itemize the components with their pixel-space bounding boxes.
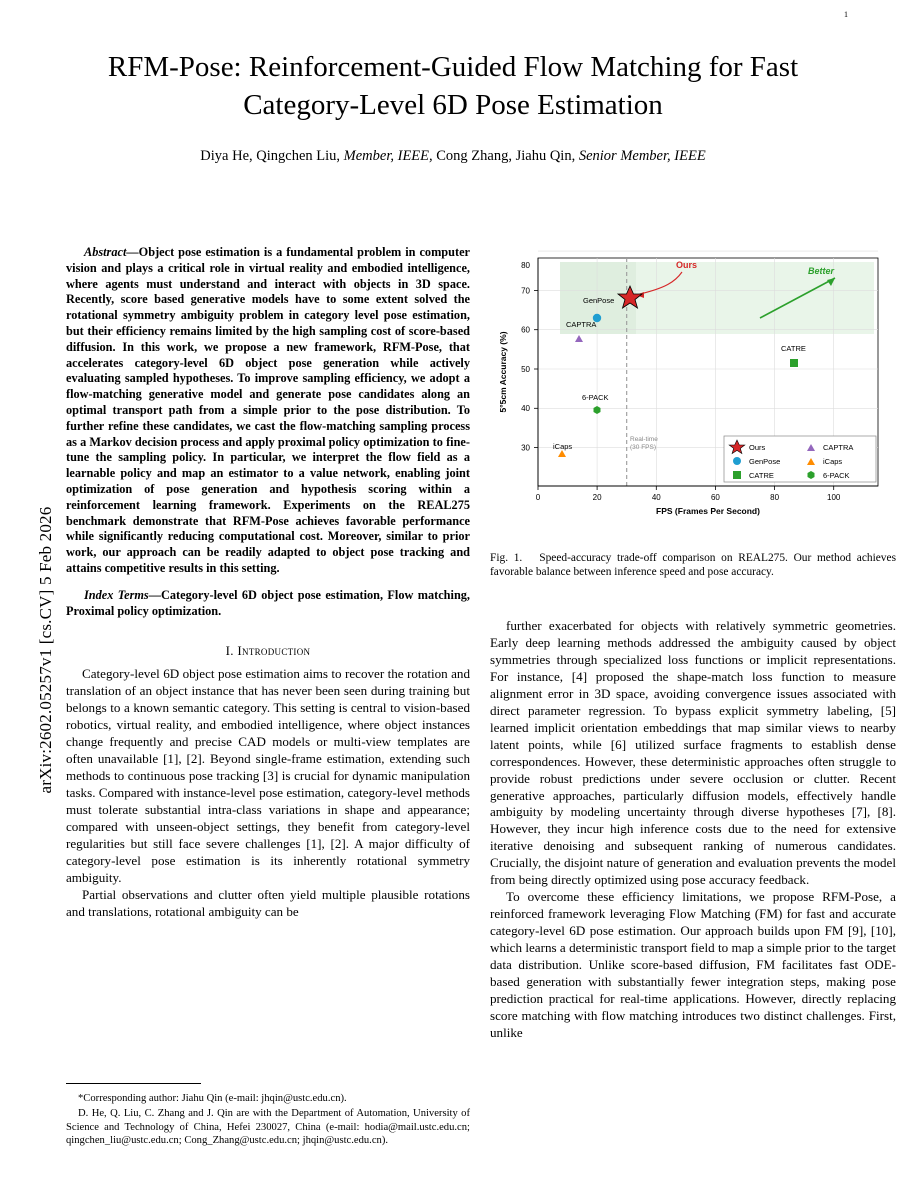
legend-label-catre: CATRE bbox=[749, 471, 774, 480]
legend-label-ours: Ours bbox=[749, 443, 766, 452]
y-tick-70: 70 bbox=[521, 286, 530, 296]
right-column bbox=[490, 618, 896, 1042]
x-tick-0: 0 bbox=[535, 493, 541, 502]
arxiv-stamp: arXiv:2602.05257v1 [cs.CV] 5 Feb 2026 bbox=[36, 506, 55, 794]
figure-1 bbox=[490, 250, 896, 580]
intro-paragraph-1: Category-level 6D object pose estimation aims to recover the rotation and translation of an object instance that has never been seen during training but belongs to a known semantic category. This setting is central to vision-based robotics, virtual reality, and embodied intelligence, where object instances change frequently and precise CAD models or multi-view templates are often unavailable [1], [2]. Beyond single-frame estimation, extending such methods to continuous pose tracking [3] is crucial for dynamic manipulation tasks. Compared with instance-level pose estimation, category-level methods must tolerate substantial intra-class variations in shape and appearance; compared with unseen-object settings, they benefit from category-level regularities but still face severe challenges [1], [2]. A major difficulty of category-level pose estimation is its inherently rotational symmetry ambiguity. bbox=[66, 666, 470, 885]
x-tick-40: 40 bbox=[651, 493, 661, 502]
y-tick-80: 80 bbox=[521, 261, 530, 270]
datapoint-catre bbox=[790, 359, 798, 367]
figure-caption bbox=[490, 551, 896, 580]
index-terms-lead: Index Terms— bbox=[84, 587, 162, 602]
footnote-divider bbox=[66, 1083, 201, 1084]
x-tick-20: 20 bbox=[592, 493, 602, 502]
x-tick-60: 60 bbox=[710, 493, 720, 502]
ours-annotation-label: Ours bbox=[676, 260, 698, 270]
legend-label-icaps: iCaps bbox=[823, 457, 843, 466]
footnotes bbox=[66, 1092, 470, 1150]
datapoint-label-genpose: GenPose bbox=[583, 296, 615, 305]
realtime-label-line2: (30 FPS) bbox=[630, 444, 657, 451]
right-paragraph-2: To overcome these efficiency limitations, we propose RFM-Pose, a reinforced framework leveraging Flow Matching (FM) for fast and accurate category-level 6D pose estimation. Our approach builds upon FM [9], [10], which learns a deterministic transport field to map a simple prior to the target data distribution. Unlike score-based diffusion, FM facilitates fast ODE-based generation with substantially fewer integration steps, making pose prediction practical for real-time applications. However, directly replacing score matching with flow matching introduces two distinct challenges. First, unlike bbox=[490, 889, 896, 1040]
abstract bbox=[66, 245, 470, 577]
footnote-corresponding-author: *Corresponding author: Jiahu Qin (e-mail: jhqin@ustc.edu.cn). bbox=[78, 1093, 347, 1104]
x-tick-100: 100 bbox=[827, 493, 841, 502]
y-tick-60: 60 bbox=[521, 325, 530, 335]
better-annotation-label: Better bbox=[808, 266, 835, 276]
legend-label-genpose: GenPose bbox=[749, 457, 781, 466]
datapoint-label-icaps: iCaps bbox=[553, 442, 573, 451]
realtime-label-line1: Real-time bbox=[630, 436, 658, 443]
datapoint-label-captra: CAPTRA bbox=[566, 320, 597, 329]
abstract-text: Object pose estimation is a fundamental problem in computer vision and plays a critical role in virtual reality and embodied intelligence, where agents must understand and interact with objects in 3D space. Recently, score based generative models have to some extent solved the rotational symmetry ambiguity problem in category level pose estimation, but their efficiency remains limited by the high sampling cost of score-based diffusion. In this work, we propose a new framework, RFM-Pose, that accelerates category-level 6D object pose generation while actively evaluating sampled hypotheses. To improve sampling efficiency, we adopt a flow-matching generative model and generate pose candidates along an optimal transport path from a simple prior to the pose distribution. To further refine these candidates, we cast the flow-matching sampling process as a Markov decision process and apply proximal policy optimization to fine-tune the sampling policy. In particular, we interpret the flow field as a learnable policy and map an estimator to a value network, enabling joint optimization of pose generation and hypothesis scoring within a reinforcement learning framework. Experiments on the REAL275 benchmark demonstrate that RFM-Pose achieves favorable performance while significantly reducing computational cost. Moreover, similar to prior work, our approach can be readily adapted to object pose tracking and attains competitive results in this setting. bbox=[66, 245, 470, 575]
x-tick-80: 80 bbox=[770, 493, 780, 502]
datapoint-label-6pack: 6-PACK bbox=[582, 393, 609, 402]
page-number: 1 bbox=[844, 10, 848, 19]
intro-paragraph-2: Partial observations and clutter often yield multiple plausible rotations and translations, rotational ambiguity can be bbox=[66, 886, 470, 919]
y-tick-30: 30 bbox=[521, 443, 530, 453]
legend-marker-genpose bbox=[733, 457, 741, 465]
x-axis bbox=[536, 486, 878, 516]
datapoint-label-catre: CATRE bbox=[781, 344, 806, 353]
x-axis-label: FPS (Frames Per Second) bbox=[656, 506, 760, 516]
legend-marker-catre bbox=[733, 471, 741, 479]
left-column bbox=[66, 245, 470, 921]
index-terms bbox=[66, 588, 470, 620]
legend-label-6pack: 6-PACK bbox=[823, 471, 850, 480]
page-title: RFM-Pose: Reinforcement-Guided Flow Matching for Fast Category-Level 6D Pose Estimation bbox=[107, 51, 799, 122]
author-list-text: Diya He, Qingchen Liu, Member, IEEE, Cong Zhang, Jiahu Qin, Senior Member, IEEE bbox=[200, 148, 706, 164]
author-list bbox=[60, 148, 846, 165]
index-terms-text: Category-level 6D object pose estimation, Flow matching, Proximal policy optimization. bbox=[66, 587, 470, 618]
figure-caption-label: Fig. 1. bbox=[490, 552, 523, 564]
speed-accuracy-scatter-chart bbox=[490, 250, 896, 540]
y-axis bbox=[498, 258, 538, 486]
legend-label-captra: CAPTRA bbox=[823, 443, 854, 452]
abstract-lead: Abstract— bbox=[84, 245, 139, 259]
chart-legend bbox=[724, 436, 876, 482]
figure-caption-text: Speed-accuracy trade-off comparison on REAL275. Our method achieves favorable balance between inference speed and pose accuracy. bbox=[490, 552, 896, 579]
footnote-affiliation: D. He, Q. Liu, C. Zhang and J. Qin are with the Department of Automation, University of Science and Technology of China, Hefei 230027, China (e-mail: hodia@mail.ustc.edu.cn; qingchen_liu@ustc.edu.cn; Cong_Zhang@ustc.edu.cn; jhqin@ustc.edu.cn). bbox=[66, 1108, 470, 1147]
section-heading-introduction: I. Introduction bbox=[225, 643, 311, 659]
y-tick-40: 40 bbox=[521, 404, 530, 414]
right-paragraph-1: further exacerbated for objects with relatively symmetric geometries. Early deep learning methods addressed the ambiguity caused by object symmetries through specialized loss functions or implicit representations. For instance, [4] proposed the shape-match loss function to measure alignment error in 3D space, avoiding convergence issues associated with direct parameter regression. To bypass explicit symmetry labeling, [5] learned implicit orientation embeddings that map similar views to nearby latent points, while [6] utilized surface fragments to establish dense correspondences. However, these deterministic approaches often struggle to provide robust predictions under severe occlusion or clutter. Recent generative approaches, particularly diffusion models, effectively handle ambiguity by modeling uncertainty through diverse hypotheses [7], [8]. However, they incur high inference costs due to the need for extensive iterative denoising and subsequent ranking of numerous candidates. Crucially, the disjoint nature of generation and evaluation prevents the model from being directly optimized using pose accuracy feedback. bbox=[490, 618, 896, 888]
y-tick-50: 50 bbox=[521, 364, 530, 374]
y-axis-label: 5°5cm Accuracy (%) bbox=[498, 331, 508, 413]
